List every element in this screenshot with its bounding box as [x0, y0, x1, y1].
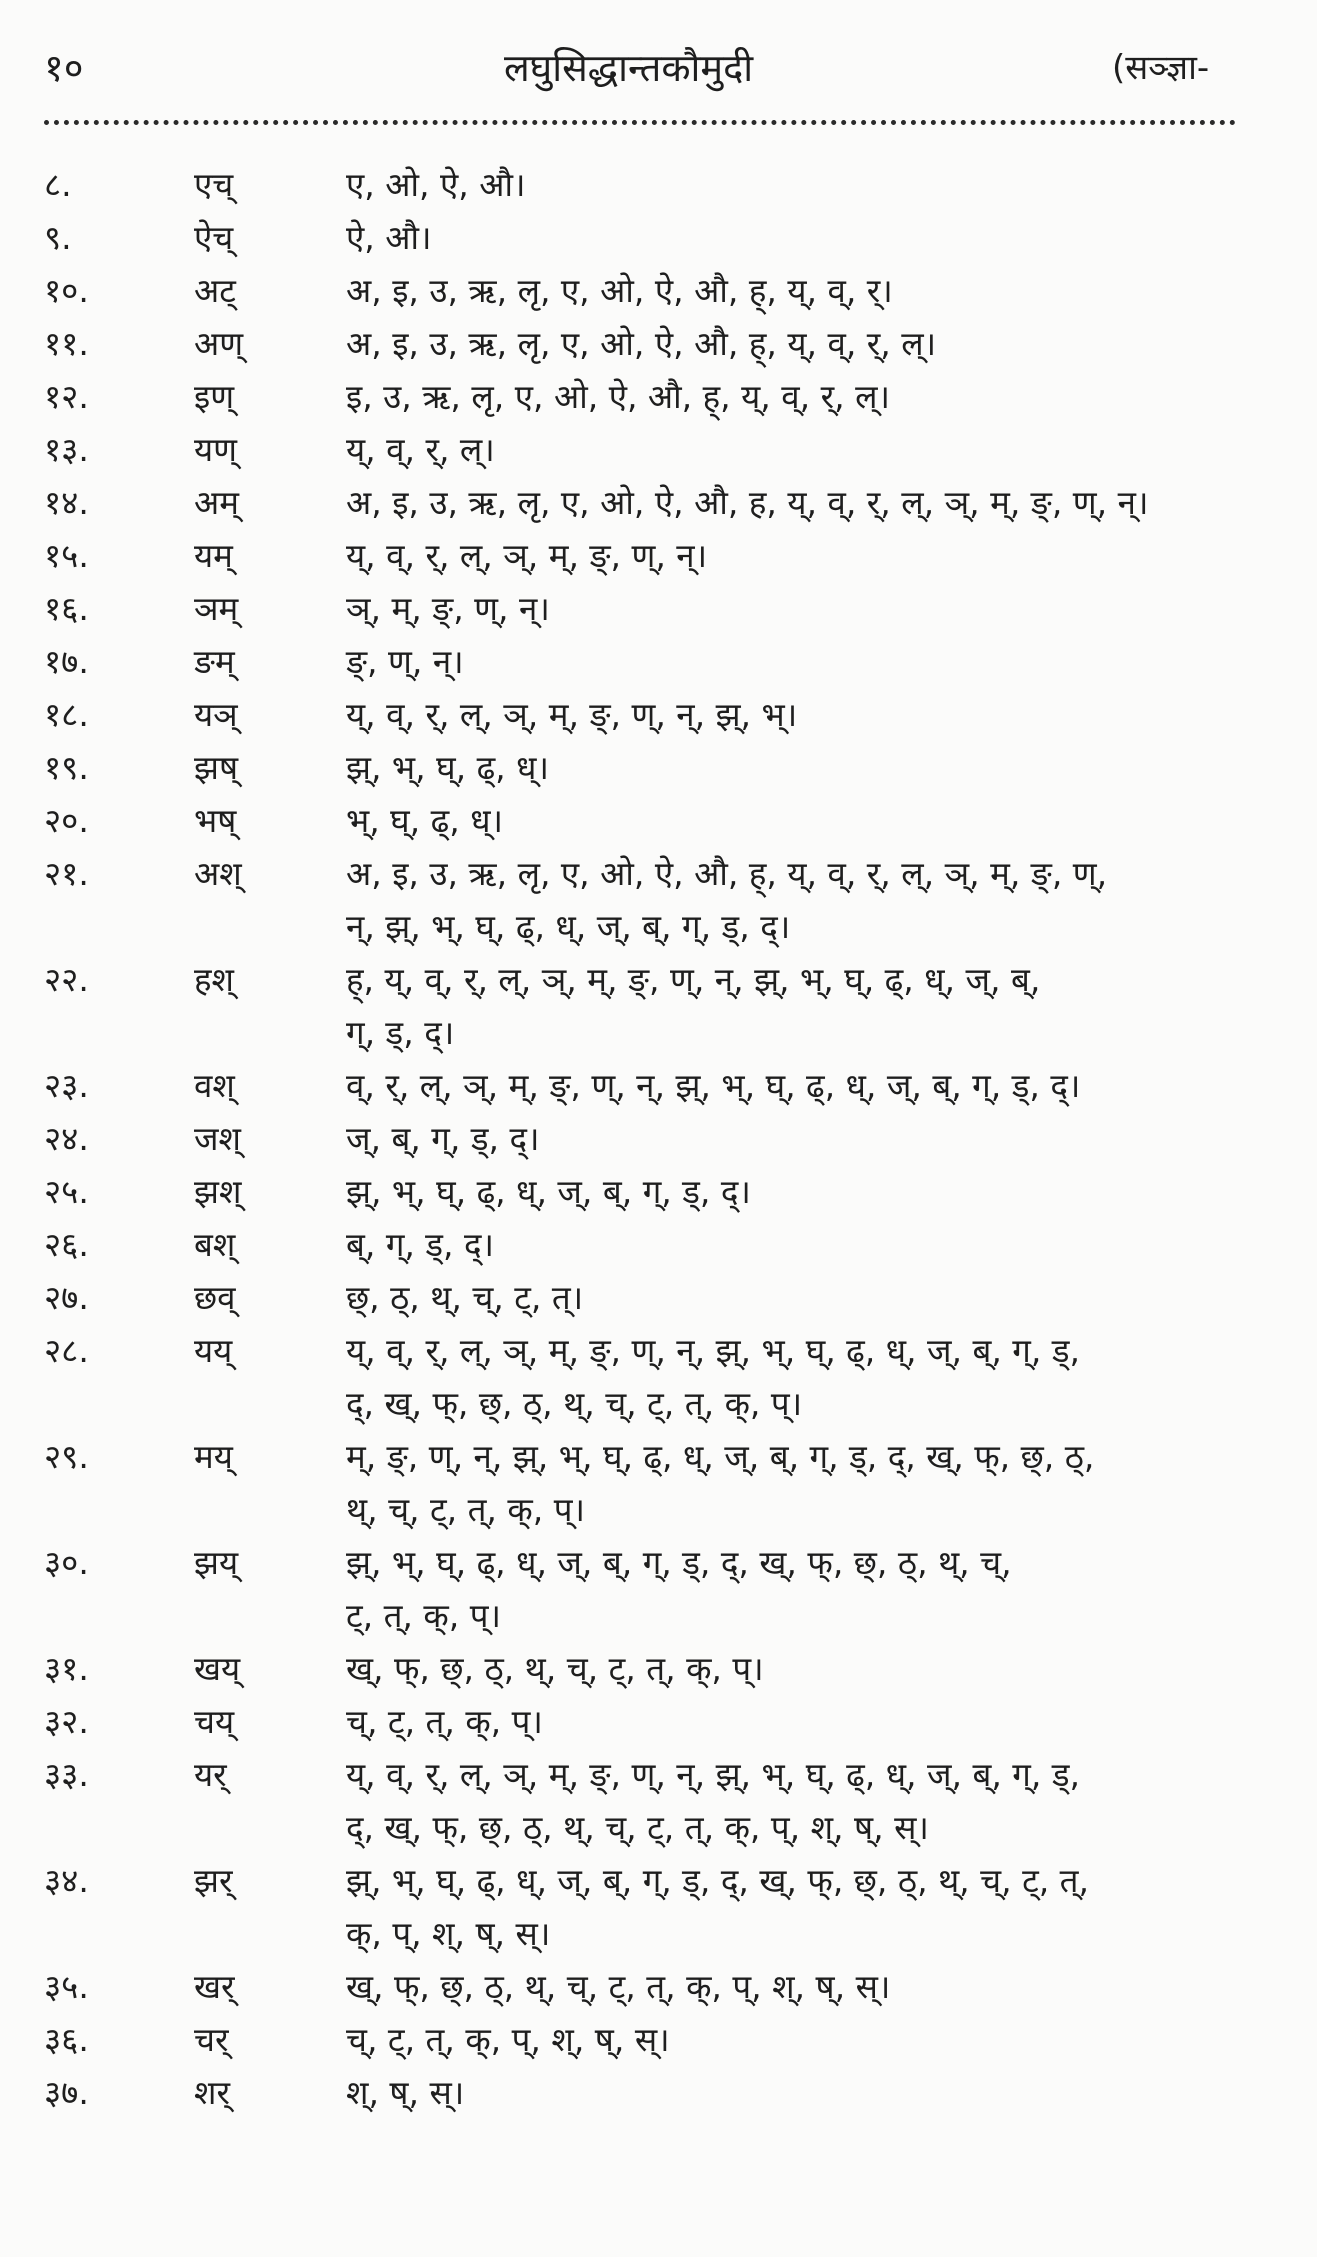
entry-term: झर्: [194, 1861, 233, 1900]
entry-number: ८.: [44, 165, 72, 204]
entry-term: झश्: [194, 1172, 242, 1211]
entry-number: २३.: [44, 1066, 89, 1105]
list-item: [44, 317, 1284, 370]
list-item: [44, 211, 1284, 264]
entry-term: यम्: [194, 536, 233, 575]
list-item: [44, 1324, 1284, 1430]
list-item: [44, 953, 1284, 1059]
entry-number: १५.: [44, 536, 89, 575]
entry-members: ज्, ब्, ग्, ड्, द्।: [346, 1119, 540, 1158]
list-item: [44, 794, 1284, 847]
entry-term: झय्: [194, 1543, 239, 1582]
entry-number: २१.: [44, 854, 89, 893]
entry-number: ३०.: [44, 1543, 89, 1582]
entry-members: च्, ट्, त्, क्, प्, श्, ष्, स्।: [346, 2020, 670, 2059]
entry-term: छव्: [194, 1278, 236, 1317]
entry-number: ३५.: [44, 1967, 89, 2006]
entry-term: बश्: [194, 1225, 236, 1264]
entry-number: २६.: [44, 1225, 89, 1264]
entry-members: झ्, भ्, घ्, ढ्, ध्।: [346, 748, 549, 787]
entry-number: ११.: [44, 324, 89, 363]
dotted-divider: [44, 120, 1236, 125]
list-item: [44, 1642, 1284, 1695]
list-item: [44, 1960, 1284, 2013]
entry-term: खय्: [194, 1649, 241, 1688]
list-item: [44, 1695, 1284, 1748]
entry-number: २५.: [44, 1172, 89, 1211]
entry-number: ३२.: [44, 1702, 89, 1741]
entry-term: अट्: [194, 271, 236, 310]
entry-members: य्, व्, र्, ल्, ञ्, म्, ङ्, ण्, न्।: [346, 536, 708, 575]
list-item: [44, 476, 1284, 529]
list-item: [44, 158, 1284, 211]
entry-term: अम्: [194, 483, 239, 522]
entry-term: अण्: [194, 324, 244, 363]
entry-members: अ, इ, उ, ऋ, लृ, ए, ओ, ऐ, औ, ह्, य्, व्, र्, ल्, ञ्, म्, ङ्, ण्, न्, झ्, भ्, घ्, ढ्, ध्, ज्, ब्, ग्, ड्, द्।: [346, 854, 1108, 946]
list-item: [44, 370, 1284, 423]
pratyahara-list: [44, 158, 1284, 2119]
list-item: [44, 1854, 1284, 1960]
entry-members: श्, ष्, स्।: [346, 2073, 465, 2112]
entry-members: अ, इ, उ, ऋ, लृ, ए, ओ, ऐ, औ, ह्, य्, व्, र्, ल्।: [346, 324, 937, 363]
list-item: [44, 1112, 1284, 1165]
entry-members: य्, व्, र्, ल्, ञ्, म्, ङ्, ण्, न्, झ्, भ्, घ्, ढ्, ध्, ज्, ब्, ग्, ड्, द्, ख्, फ्, छ्, ठ्, थ्, च्, ट्, त्, क्, प्, श्, ष्, स्।: [346, 1755, 1081, 1847]
entry-number: ३४.: [44, 1861, 89, 1900]
entry-members: ए, ओ, ऐ, औ।: [346, 165, 526, 204]
entry-members: य्, व्, र्, ल्, ञ्, म्, ङ्, ण्, न्, झ्, भ्, घ्, ढ्, ध्, ज्, ब्, ग्, ड्, द्, ख्, फ्, छ्, ठ्, थ्, च्, ट्, त्, क्, प्।: [346, 1331, 1081, 1423]
entry-number: १४.: [44, 483, 89, 522]
entry-term: हश्: [194, 960, 234, 999]
list-item: [44, 2066, 1284, 2119]
entry-number: १६.: [44, 589, 89, 628]
entry-members: अ, इ, उ, ऋ, लृ, ए, ओ, ऐ, औ, ह्, य्, व्, र्।: [346, 271, 893, 310]
entry-term: झष्: [194, 748, 239, 787]
entry-number: ३६.: [44, 2020, 89, 2059]
list-item: [44, 1059, 1284, 1112]
entry-term: यय्: [194, 1331, 233, 1370]
list-item: [44, 1748, 1284, 1854]
list-item: [44, 635, 1284, 688]
list-item: [44, 847, 1284, 953]
entry-term: इण्: [194, 377, 235, 416]
entry-members: व्, र्, ल्, ञ्, म्, ङ्, ण्, न्, झ्, भ्, घ्, ढ्, ध्, ज्, ब्, ग्, ड्, द्।: [346, 1066, 1081, 1105]
page-number: १०: [44, 46, 84, 90]
entry-members: भ्, घ्, ढ्, ध्।: [346, 801, 504, 840]
list-item: [44, 264, 1284, 317]
entry-number: २७.: [44, 1278, 89, 1317]
entry-number: १७.: [44, 642, 89, 681]
entry-term: ऐच्: [194, 218, 234, 257]
entry-number: २९.: [44, 1437, 89, 1476]
entry-term: मय्: [194, 1437, 233, 1476]
entry-term: यर्: [194, 1755, 227, 1794]
entry-members: य्, व्, र्, ल्।: [346, 430, 495, 469]
list-item: [44, 2013, 1284, 2066]
entry-term: जश्: [194, 1119, 241, 1158]
entry-number: २०.: [44, 801, 89, 840]
entry-number: १८.: [44, 695, 89, 734]
entry-term: चय्: [194, 1702, 235, 1741]
entry-term: ञम्: [194, 589, 239, 628]
entry-members: झ्, भ्, घ्, ढ्, ध्, ज्, ब्, ग्, ड्, द्।: [346, 1172, 751, 1211]
list-item: [44, 582, 1284, 635]
list-item: [44, 1430, 1284, 1536]
entry-members: म्, ङ्, ण्, न्, झ्, भ्, घ्, ढ्, ध्, ज्, ब्, ग्, ड्, द्, ख्, फ्, छ्, ठ्, थ्, च्, ट्, त्, क्, प्।: [346, 1437, 1095, 1529]
entry-number: २८.: [44, 1331, 89, 1370]
entry-number: १९.: [44, 748, 89, 787]
list-item: [44, 688, 1284, 741]
entry-members: ख्, फ्, छ्, ठ्, थ्, च्, ट्, त्, क्, प्।: [346, 1649, 764, 1688]
entry-term: यञ्: [194, 695, 238, 734]
section-label: (सञ्ज्ञा-: [1112, 48, 1210, 88]
entry-term: एच्: [194, 165, 234, 204]
entry-members: झ्, भ्, घ्, ढ्, ध्, ज्, ब्, ग्, ड्, द्, ख्, फ्, छ्, ठ्, थ्, च्, ट्, त्, क्, प्, श्, ष्, स्।: [346, 1861, 1089, 1953]
entry-term: भष्: [194, 801, 237, 840]
entry-members: ञ्, म्, ङ्, ण्, न्।: [346, 589, 550, 628]
entry-members: अ, इ, उ, ऋ, लृ, ए, ओ, ऐ, औ, ह, य्, व्, र्, ल्, ञ्, म्, ङ्, ण्, न्।: [346, 483, 1149, 522]
entry-members: इ, उ, ऋ, लृ, ए, ओ, ऐ, औ, ह्, य्, व्, र्, ल्।: [346, 377, 890, 416]
list-item: [44, 1165, 1284, 1218]
entry-number: १२.: [44, 377, 89, 416]
entry-term: ङम्: [194, 642, 235, 681]
entry-term: खर्: [194, 1967, 235, 2006]
entry-number: २४.: [44, 1119, 89, 1158]
entry-term: यण्: [194, 430, 237, 469]
entry-members: य्, व्, र्, ल्, ञ्, म्, ङ्, ण्, न्, झ्, भ्।: [346, 695, 798, 734]
entry-members: च्, ट्, त्, क्, प्।: [346, 1702, 543, 1741]
entry-number: १३.: [44, 430, 89, 469]
entry-number: १०.: [44, 271, 89, 310]
entry-number: ३१.: [44, 1649, 89, 1688]
entry-number: २२.: [44, 960, 89, 999]
book-title: लघुसिद्धान्तकौमुदी: [504, 46, 754, 90]
entry-term: चर्: [194, 2020, 229, 2059]
list-item: [44, 423, 1284, 476]
running-header: [44, 38, 1244, 98]
entry-members: छ्, ठ्, थ्, च्, ट्, त्।: [346, 1278, 584, 1317]
list-item: [44, 1218, 1284, 1271]
entry-number: ३७.: [44, 2073, 89, 2112]
entry-members: ब्, ग्, ड्, द्।: [346, 1225, 495, 1264]
entry-number: ९.: [44, 218, 72, 257]
entry-members: ह्, य्, व्, र्, ल्, ञ्, म्, ङ्, ण्, न्, झ्, भ्, घ्, ढ्, ध्, ज्, ब्, ग्, ड्, द्।: [346, 960, 1041, 1052]
entry-members: झ्, भ्, घ्, ढ्, ध्, ज्, ब्, ग्, ड्, द्, ख्, फ्, छ्, ठ्, थ्, च्, ट्, त्, क्, प्।: [346, 1543, 1012, 1635]
list-item: [44, 529, 1284, 582]
entry-members: ङ्, ण्, न्।: [346, 642, 464, 681]
entry-members: ऐ, औ।: [346, 218, 432, 257]
list-item: [44, 1536, 1284, 1642]
entry-members: ख्, फ्, छ्, ठ्, थ्, च्, ट्, त्, क्, प्, श्, ष्, स्।: [346, 1967, 891, 2006]
entry-number: ३३.: [44, 1755, 89, 1794]
entry-term: शर्: [194, 2073, 230, 2112]
entry-term: वश्: [194, 1066, 235, 1105]
entry-term: अश्: [194, 854, 242, 893]
list-item: [44, 741, 1284, 794]
list-item: [44, 1271, 1284, 1324]
